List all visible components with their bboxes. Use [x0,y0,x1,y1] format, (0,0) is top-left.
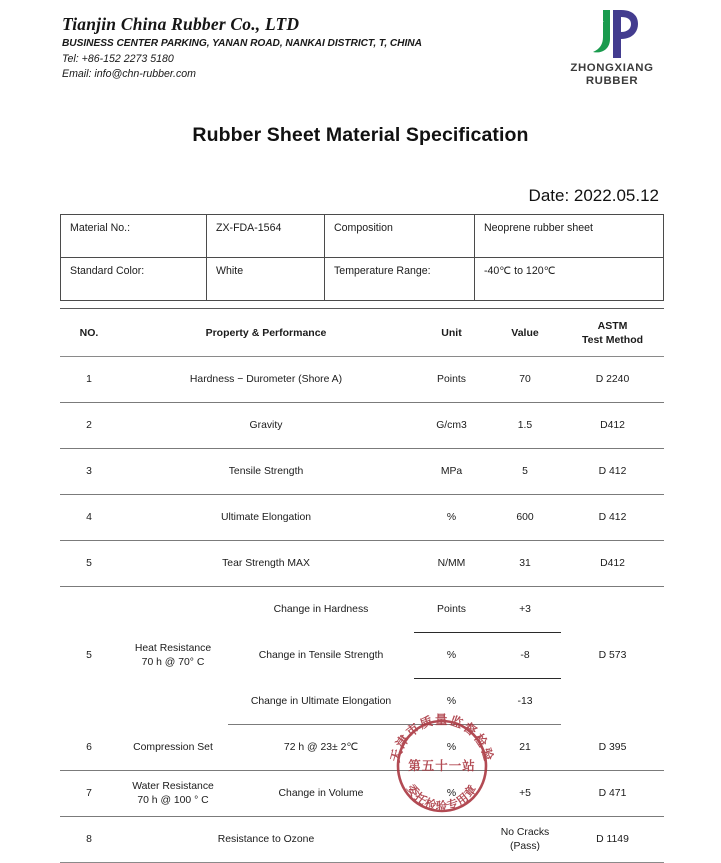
info-label-material-no: Material No.: [61,215,207,258]
row-unit: % [414,495,489,541]
row-astm-heat-resistance: D 573 [598,650,627,662]
page-title: Rubber Sheet Material Specification [192,124,529,146]
logo-text-line2: RUBBER [585,75,639,88]
info-value-composition: Neoprene rubber sheet [475,215,664,258]
heat-resistance-line2: 70 h @ 70° C [141,657,205,669]
sub-row-label: Change in Hardness [273,604,369,616]
table-row [60,357,664,403]
row-astm: D 412 [561,495,664,541]
row-no: 6 [60,725,118,771]
row-unit: MPa [414,449,489,495]
seal-arc-text: 天津市质量监督检验 [387,712,497,764]
row-no: 3 [60,449,118,495]
row-value: 600 [489,495,561,541]
row-astm: D 395 [561,725,664,771]
sub-row-value: +3 [489,587,561,633]
row-unit: % [414,771,489,817]
row-no: 7 [60,771,118,817]
row-property: Gravity [118,403,414,449]
row-no: 8 [60,817,118,863]
row-property: Ultimate Elongation [118,495,414,541]
row-no: 4 [60,495,118,541]
sub-row-value: -13 [489,679,561,725]
document-date: Date: 2022.05.12 [528,186,659,205]
row-astm: D 1149 [561,817,664,863]
row-value: 70 [489,357,561,403]
row-value [489,817,561,863]
sub-row-unit: % [414,633,489,679]
heat-resistance-line1: Heat Resistance [134,643,212,655]
table-row [61,215,664,258]
table-row [60,541,664,587]
row-property [118,771,228,817]
info-label-composition: Composition [325,215,475,258]
row-unit: Points [414,357,489,403]
header-unit: Unit [414,309,489,357]
table-row [60,817,664,863]
row-astm: D412 [561,541,664,587]
info-value-material-no: ZX-FDA-1564 [207,215,325,258]
zhongxiang-rubber-logo-icon [580,8,644,60]
row-no: 5 [60,541,118,587]
info-label-standard-color: Standard Color: [61,258,207,301]
company-telephone: Tel: +86-152 2273 5180 [62,53,174,65]
row-value: 5 [489,449,561,495]
row-property: Hardness − Durometer (Shore A) [118,357,414,403]
logo-text [551,62,673,89]
row-astm: D 471 [561,771,664,817]
info-value-temp-range: -40℃ to 120℃ [475,258,664,301]
row-property: Tear Strength MAX [118,541,414,587]
water-resistance-line2: 70 h @ 100 ° C [137,794,209,806]
company-logo [551,8,673,89]
table-row [60,495,664,541]
header-astm-line1: ASTM [597,320,628,332]
table-row [60,587,664,633]
water-resistance-line1: Water Resistance [132,780,214,792]
row-property: Tensile Strength [118,449,414,495]
row-astm: D412 [561,403,664,449]
row-property-heat-resistance [118,587,228,725]
row-value: 21 [489,725,561,771]
row-no-heat-resistance: 5 [86,650,92,662]
row-value: +5 [489,771,561,817]
header-no: NO. [60,309,118,357]
header-value: Value [489,309,561,357]
header-property: Property & Performance [118,309,414,357]
material-info-table [60,214,664,301]
header-astm-line2: Test Method [581,334,644,347]
row-unit: G/cm3 [414,403,489,449]
row-unit: % [414,725,489,771]
ozone-value-line1: No Cracks [500,826,550,838]
table-row [60,403,664,449]
company-name: Tianjin China Rubber Co., LTD [62,14,300,34]
ozone-value-line2: (Pass) [509,840,541,852]
company-email: Email: info@chn-rubber.com [62,68,197,80]
table-row [60,725,664,771]
row-no: 1 [60,357,118,403]
row-sub-condition: Change in Volume [228,771,414,817]
sub-row-unit: Points [414,587,489,633]
row-value: 1.5 [489,403,561,449]
seal-center-text: 第五十一站 [408,758,476,773]
table-row [61,258,664,301]
row-astm: D 2240 [561,357,664,403]
row-unit [414,817,489,863]
table-header-row [60,309,664,357]
sub-row-label: Change in Ultimate Elongation [228,679,414,725]
header-astm-test-method [561,309,664,357]
specification-table [60,308,664,863]
info-label-temp-range: Temperature Range: [325,258,475,301]
row-astm: D 412 [561,449,664,495]
seal-bottom-text: 委托检验专用章 [404,781,480,813]
row-sub-condition: 72 h @ 23± 2℃ [228,725,414,771]
info-value-standard-color: White [207,258,325,301]
row-value: 31 [489,541,561,587]
sub-row-unit: % [414,679,489,725]
logo-text-line1: ZHONGXIANG [570,62,654,74]
row-property: Compression Set [118,725,228,771]
row-property: Resistance to Ozone [118,817,414,863]
row-unit: N/MM [414,541,489,587]
table-row [60,449,664,495]
sub-row-value: -8 [489,633,561,679]
table-row [60,771,664,817]
company-address: BUSINESS CENTER PARKING, YANAN ROAD, NANKAI DISTRICT, T, CHINA [62,38,422,49]
row-no: 2 [60,403,118,449]
sub-row-label: Change in Tensile Strength [258,649,384,661]
